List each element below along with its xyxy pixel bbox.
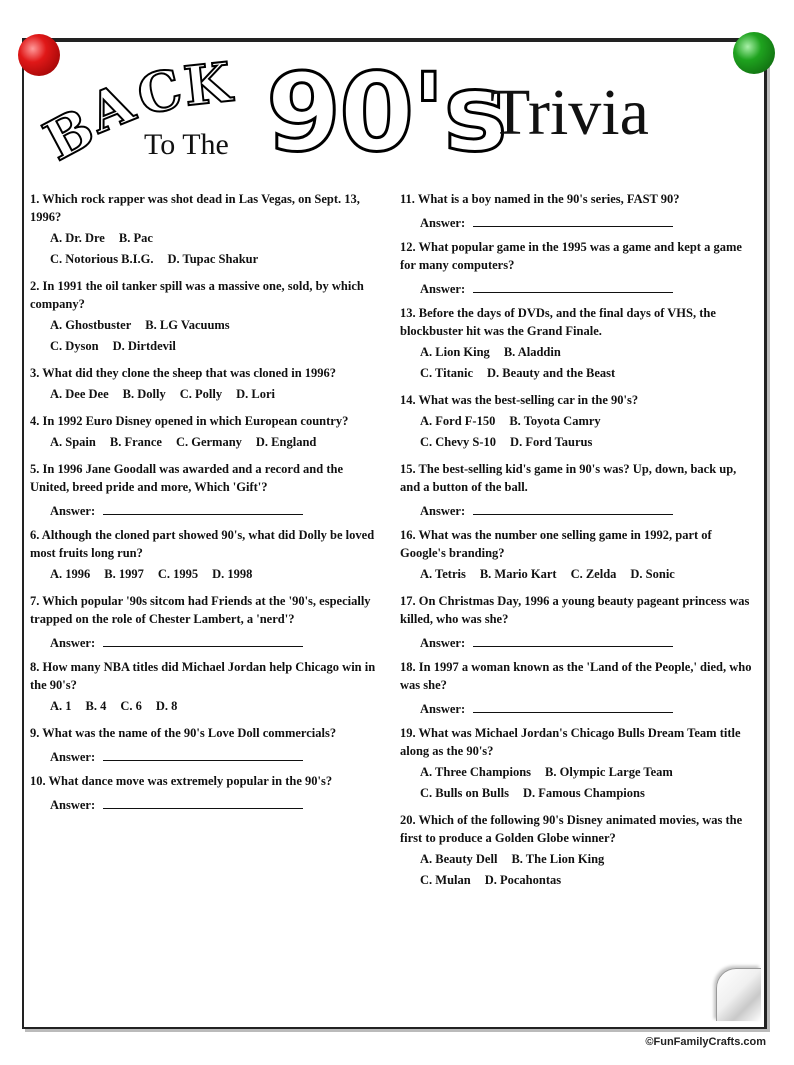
answer-label: Answer:	[50, 750, 96, 764]
answer-option: D. Tupac Shakur	[167, 252, 259, 266]
trivia-title: Trivia	[490, 76, 649, 149]
answer-line	[400, 502, 756, 520]
option-row	[50, 229, 382, 247]
answer-line	[400, 634, 756, 652]
trivia-question	[30, 190, 382, 271]
question-text: 13. Before the days of DVDs, and the final days of VHS, the blockbuster hit was the Grand Finale.	[400, 306, 716, 338]
trivia-question	[30, 724, 382, 766]
answer-options	[400, 850, 756, 892]
answer-option: B. France	[109, 435, 162, 449]
answer-option: C. Germany	[175, 435, 242, 449]
answer-options	[400, 343, 756, 385]
answer-line	[400, 280, 756, 298]
answer-option: C. Dyson	[50, 339, 99, 353]
answer-options	[30, 433, 382, 454]
answer-blank[interactable]	[103, 634, 303, 647]
answer-option: D. Famous Champions	[522, 786, 645, 800]
answer-label: Answer:	[420, 216, 466, 230]
answer-option: B. Dolly	[122, 387, 166, 401]
question-text: 19. What was Michael Jordan's Chicago Bulls Dream Team title along as the 90's?	[400, 726, 741, 758]
answer-option: A. Dee Dee	[50, 387, 109, 401]
answer-option: A. Ford F-150	[420, 414, 496, 428]
option-row	[50, 337, 382, 355]
copyright-text: ©FunFamilyCrafts.com	[645, 1036, 766, 1048]
option-row	[50, 316, 382, 334]
answer-blank[interactable]	[103, 502, 303, 515]
answer-option: B. 1997	[104, 567, 144, 581]
answer-blank[interactable]	[473, 214, 673, 227]
answer-option: D. Sonic	[630, 567, 675, 581]
trivia-question	[30, 592, 382, 652]
question-text: 1. Which rock rapper was shot dead in Las Vegas, on Sept. 13, 1996?	[30, 192, 360, 224]
answer-label: Answer:	[50, 504, 96, 518]
answer-option: B. The Lion King	[511, 852, 605, 866]
question-text: 3. What did they clone the sheep that was cloned in 1996?	[30, 366, 337, 380]
trivia-question	[30, 364, 382, 406]
question-text: 8. How many NBA titles did Michael Jordan help Chicago win in the 90's?	[30, 660, 376, 692]
trivia-question	[30, 460, 382, 520]
answer-line	[30, 502, 382, 520]
question-text: 14. What was the best-selling car in the 90's?	[400, 393, 639, 407]
option-row	[420, 343, 756, 361]
option-row	[420, 412, 756, 430]
question-text: 20. Which of the following 90's Disney animated movies, was the first to produce a Golden Globe winner?	[400, 813, 743, 845]
answer-option: A. 1	[50, 699, 72, 713]
answer-blank[interactable]	[103, 796, 303, 809]
trivia-question	[30, 658, 382, 718]
answer-option: A. Three Champions	[420, 765, 532, 779]
answer-option: B. LG Vacuums	[145, 318, 230, 332]
answer-label: Answer:	[50, 636, 96, 650]
answer-label: Answer:	[420, 702, 466, 716]
question-text: 16. What was the number one selling game in 1992, part of Google's branding?	[400, 528, 712, 560]
trivia-question	[400, 811, 756, 892]
trivia-question	[30, 277, 382, 358]
nineties-title: 90's	[266, 51, 506, 176]
question-text: 17. On Christmas Day, 1996 a young beauty pageant princess was killed, who was she?	[400, 594, 750, 626]
trivia-question	[400, 724, 756, 805]
trivia-question	[400, 526, 756, 586]
question-text: 2. In 1991 the oil tanker spill was a massive one, sold, by which company?	[30, 279, 364, 311]
answer-option: D. Ford Taurus	[510, 435, 593, 449]
answer-option: B. Olympic Large Team	[545, 765, 673, 779]
answer-options	[30, 229, 382, 271]
right-question-column	[400, 190, 756, 898]
left-question-column	[30, 190, 382, 820]
question-text: 10. What dance move was extremely popular in the 90's?	[30, 774, 333, 788]
answer-option: A. Tetris	[420, 567, 466, 581]
answer-option: B. 4	[85, 699, 107, 713]
answer-label: Answer:	[420, 636, 466, 650]
answer-label: Answer:	[50, 798, 96, 812]
answer-option: C. Mulan	[420, 873, 471, 887]
answer-options	[30, 316, 382, 358]
trivia-question	[30, 526, 382, 586]
option-row	[420, 850, 756, 868]
answer-option: C. Notorious B.I.G.	[50, 252, 154, 266]
question-text: 7. Which popular '90s sitcom had Friends at the '90's, especially trapped on the role of Chester Lambert, a 'nerd'?	[30, 594, 371, 626]
answer-options	[30, 565, 382, 586]
option-row	[50, 250, 382, 268]
back-letter: K	[180, 49, 235, 119]
trivia-question	[400, 238, 756, 298]
option-row	[50, 565, 382, 583]
answer-blank[interactable]	[473, 634, 673, 647]
answer-option: C. Zelda	[570, 567, 617, 581]
trivia-question	[400, 592, 756, 652]
answer-blank[interactable]	[473, 280, 673, 293]
answer-option: C. 1995	[157, 567, 199, 581]
trivia-question	[400, 658, 756, 718]
answer-line	[30, 748, 382, 766]
answer-options	[30, 385, 382, 406]
answer-option: D. 8	[155, 699, 178, 713]
trivia-question	[30, 412, 382, 454]
answer-option: B. Toyota Camry	[509, 414, 601, 428]
trivia-question	[400, 391, 756, 454]
question-text: 9. What was the name of the 90's Love Doll commercials?	[30, 726, 337, 740]
option-row	[420, 784, 756, 802]
answer-option: C. Bulls on Bulls	[420, 786, 509, 800]
option-row	[50, 433, 382, 451]
answer-line	[400, 700, 756, 718]
trivia-question	[30, 772, 382, 814]
answer-line	[400, 214, 756, 232]
answer-label: Answer:	[420, 504, 466, 518]
answer-option: A. Beauty Dell	[420, 852, 498, 866]
back-letter: A	[79, 70, 143, 146]
to-the-text: To The	[144, 128, 229, 161]
page-curl	[716, 968, 761, 1021]
answer-option: A. Spain	[50, 435, 96, 449]
answer-option: B. Aladdin	[503, 345, 561, 359]
question-text: 5. In 1996 Jane Goodall was awarded and a record and the United, breed pride and more, Which 'Gift'?	[30, 462, 343, 494]
trivia-question	[400, 190, 756, 232]
answer-line	[30, 796, 382, 814]
answer-option: D. Lori	[236, 387, 275, 401]
answer-option: C. Titanic	[420, 366, 474, 380]
answer-option: D. 1998	[212, 567, 253, 581]
option-row	[420, 565, 756, 583]
option-row	[420, 364, 756, 382]
answer-option: D. England	[255, 435, 317, 449]
answer-option: D. Dirtdevil	[112, 339, 176, 353]
answer-options	[400, 412, 756, 454]
answer-option: C. Polly	[179, 387, 223, 401]
question-text: 4. In 1992 Euro Disney opened in which European country?	[30, 414, 349, 428]
answer-options	[400, 565, 756, 586]
back-letter: B	[33, 95, 105, 173]
answer-option: B. Pac	[118, 231, 153, 245]
answer-blank[interactable]	[473, 700, 673, 713]
green-pushpin-icon	[733, 32, 775, 74]
back-letter: C	[130, 55, 189, 129]
trivia-question	[400, 460, 756, 520]
option-row	[420, 763, 756, 781]
answer-option: A. Lion King	[420, 345, 490, 359]
answer-options	[30, 697, 382, 718]
question-text: 15. The best-selling kid's game in 90's was? Up, down, back up, and a button of the ball.	[400, 462, 737, 494]
option-row	[420, 433, 756, 451]
red-pushpin-icon	[18, 34, 60, 76]
answer-blank[interactable]	[103, 748, 303, 761]
question-text: 6. Although the cloned part showed 90's, what did Dolly be loved most fruits long run?	[30, 528, 375, 560]
question-text: 18. In 1997 a woman known as the 'Land of the People,' died, who was she?	[400, 660, 752, 692]
answer-option: D. Pocahontas	[484, 873, 562, 887]
option-row	[420, 871, 756, 889]
trivia-question	[400, 304, 756, 385]
option-row	[50, 385, 382, 403]
answer-option: B. Mario Kart	[479, 567, 557, 581]
answer-option: D. Beauty and the Beast	[487, 366, 616, 380]
question-text: 12. What popular game in the 1995 was a game and kept a game for many computers?	[400, 240, 742, 272]
answer-label: Answer:	[420, 282, 466, 296]
question-text: 11. What is a boy named in the 90's series, FAST 90?	[400, 192, 680, 206]
option-row	[50, 697, 382, 715]
answer-option: A. Dr. Dre	[50, 231, 105, 245]
answer-option: A. Ghostbuster	[50, 318, 132, 332]
answer-blank[interactable]	[473, 502, 673, 515]
answer-option: C. Chevy S-10	[420, 435, 497, 449]
answer-option: C. 6	[120, 699, 142, 713]
answer-options	[400, 763, 756, 805]
answer-line	[30, 634, 382, 652]
answer-option: A. 1996	[50, 567, 91, 581]
